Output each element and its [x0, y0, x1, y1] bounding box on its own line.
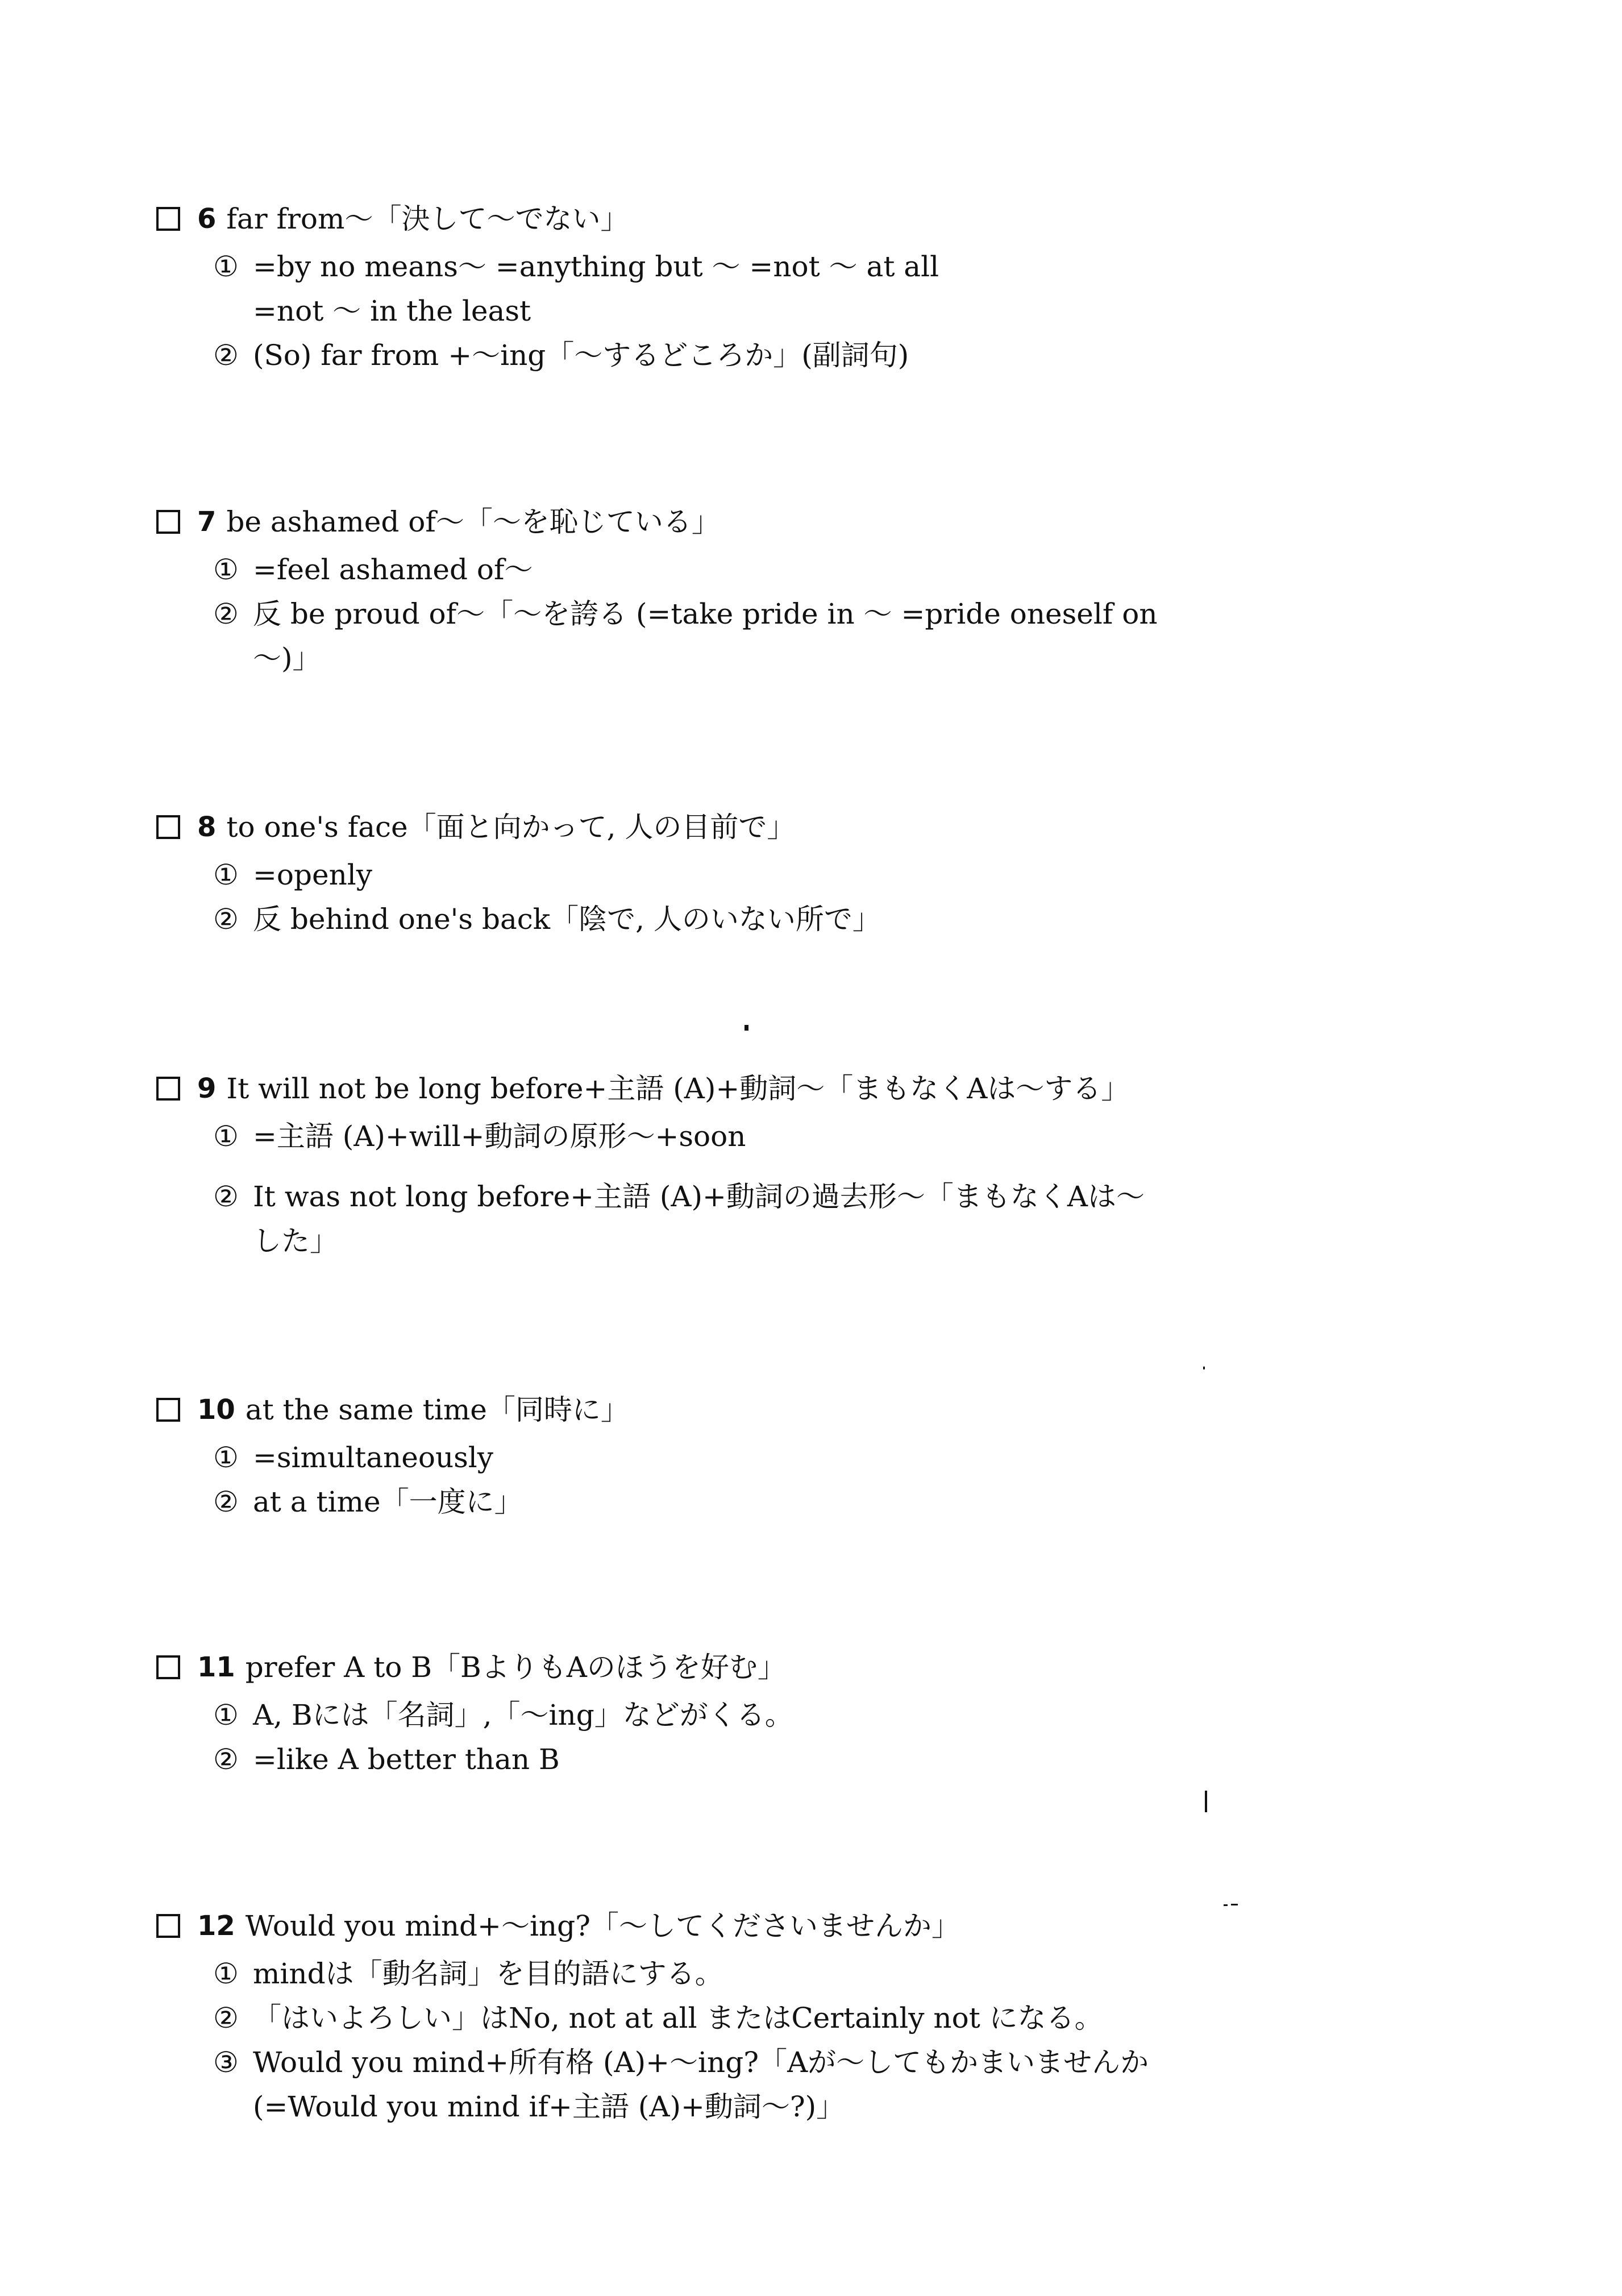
line-marker: ①	[213, 1441, 239, 1474]
checkbox[interactable]	[156, 510, 180, 534]
entry-title: at the same time「同時に」	[245, 1393, 629, 1426]
line-text: (So) far from +〜ing「〜するどころか」(副詞句)	[253, 339, 909, 372]
entry-line	[213, 1952, 1236, 1996]
entry-heading	[156, 1384, 1236, 1435]
entry-line	[213, 853, 1236, 897]
line-text: (=Would you mind if+主語 (A)+動詞〜?)」	[253, 2090, 845, 2123]
entry-line	[213, 1480, 1236, 1524]
line-text: A, Bには「名詞」,「〜ing」などがくる。	[253, 1699, 793, 1732]
line-marker: ②	[213, 903, 239, 936]
entry-number: 8	[197, 811, 217, 843]
entry-title: to one's face「面と向かって, 人の目前で」	[226, 811, 796, 844]
entry-line	[213, 244, 1236, 289]
entry-8	[156, 802, 1236, 941]
entry-number: 12	[197, 1910, 235, 1942]
line-text: Would you mind+所有格 (A)+〜ing?「Aが〜してもかまいませんか	[253, 2046, 1149, 2079]
entry-heading	[156, 1900, 1236, 1952]
line-marker: ②	[213, 1743, 239, 1776]
line-text: =feel ashamed of〜	[253, 553, 533, 586]
entry-heading	[156, 1642, 1236, 1693]
scan-speck	[1231, 1904, 1238, 1905]
line-marker: ②	[213, 339, 239, 372]
entry-line	[213, 2040, 1236, 2085]
scan-speck	[745, 1025, 748, 1031]
entry-heading	[156, 193, 1236, 244]
entry-11	[156, 1642, 1236, 1782]
entry-line	[213, 897, 1236, 941]
line-marker: ②	[213, 597, 239, 630]
line-marker: ②	[213, 1485, 239, 1518]
checkbox[interactable]	[156, 815, 180, 839]
checkbox[interactable]	[156, 1655, 180, 1679]
line-text: した」	[253, 1224, 338, 1257]
checkbox[interactable]	[156, 1077, 180, 1101]
entry-line	[213, 1693, 1236, 1737]
line-marker: ①	[213, 250, 239, 283]
entry-heading	[156, 802, 1236, 853]
scan-speck	[1205, 1791, 1207, 1812]
entry-title: be ashamed of〜「〜を恥じている」	[226, 505, 720, 538]
entry-number: 7	[197, 506, 217, 538]
entry-10	[156, 1384, 1236, 1524]
scan-speck	[1203, 1367, 1205, 1369]
entry-number: 6	[197, 203, 217, 235]
line-text: =by no means〜 =anything but 〜 =not 〜 at all	[253, 250, 939, 283]
line-marker: ②	[213, 2002, 239, 2035]
line-text: 〜)」	[253, 642, 321, 675]
entry-line	[213, 1114, 1236, 1159]
entry-line	[213, 1435, 1236, 1480]
entry-heading	[156, 496, 1236, 547]
line-text: 「はいよろしい」はNo, not at all またはCertainly not になる。	[253, 2002, 1103, 2035]
line-text: =主語 (A)+will+動詞の原形〜+soon	[253, 1120, 746, 1153]
line-text: at a time「一度に」	[253, 1485, 523, 1518]
entry-line	[253, 636, 1236, 680]
entry-line	[213, 547, 1236, 592]
entry-title: far from〜「決して〜でない」	[226, 202, 629, 235]
entry-9	[156, 1063, 1236, 1263]
entry-line	[213, 333, 1236, 377]
line-text: =simultaneously	[253, 1441, 494, 1474]
line-text: =like A better than B	[253, 1743, 560, 1776]
entry-line	[253, 2085, 1236, 2129]
entry-line	[213, 1737, 1236, 1782]
line-text: It was not long before+主語 (A)+動詞の過去形〜「まもなくAは〜	[253, 1180, 1145, 1213]
entry-title: prefer A to B「BよりもAのほうを好む」	[245, 1651, 786, 1684]
entry-7	[156, 496, 1236, 680]
line-marker: ①	[213, 858, 239, 891]
line-marker: ①	[213, 553, 239, 586]
checkbox[interactable]	[156, 1914, 180, 1938]
entry-6	[156, 193, 1236, 377]
entry-number: 10	[197, 1394, 235, 1426]
line-text: =openly	[253, 858, 373, 891]
line-text: 反 be proud of〜「〜を誇る (=take pride in 〜 =pride oneself on	[253, 597, 1158, 630]
entry-12	[156, 1900, 1236, 2129]
line-marker: ①	[213, 1120, 239, 1153]
line-marker: ②	[213, 1180, 239, 1213]
line-text: 反 behind one's back「陰で, 人のいない所で」	[253, 903, 881, 936]
scan-speck	[1224, 1904, 1228, 1906]
entry-line	[213, 592, 1236, 636]
line-text: mindは「動名詞」を目的語にする。	[253, 1957, 723, 1990]
checkbox[interactable]	[156, 1398, 180, 1422]
line-marker: ③	[213, 2046, 239, 2079]
entry-line	[213, 1174, 1236, 1219]
line-marker: ①	[213, 1699, 239, 1732]
line-text: =not 〜 in the least	[253, 294, 531, 327]
entry-number: 9	[197, 1073, 217, 1105]
entry-line	[253, 1219, 1236, 1263]
line-marker: ①	[213, 1957, 239, 1990]
entry-title: It will not be long before+主語 (A)+動詞〜「まもなくAは〜する」	[226, 1072, 1130, 1105]
entry-line	[253, 289, 1236, 333]
entry-number: 11	[197, 1651, 235, 1683]
checkbox[interactable]	[156, 207, 180, 231]
entry-title: Would you mind+〜ing?「〜してくださいませんか」	[245, 1909, 960, 1942]
entry-heading	[156, 1063, 1236, 1114]
entry-line	[213, 1996, 1236, 2040]
